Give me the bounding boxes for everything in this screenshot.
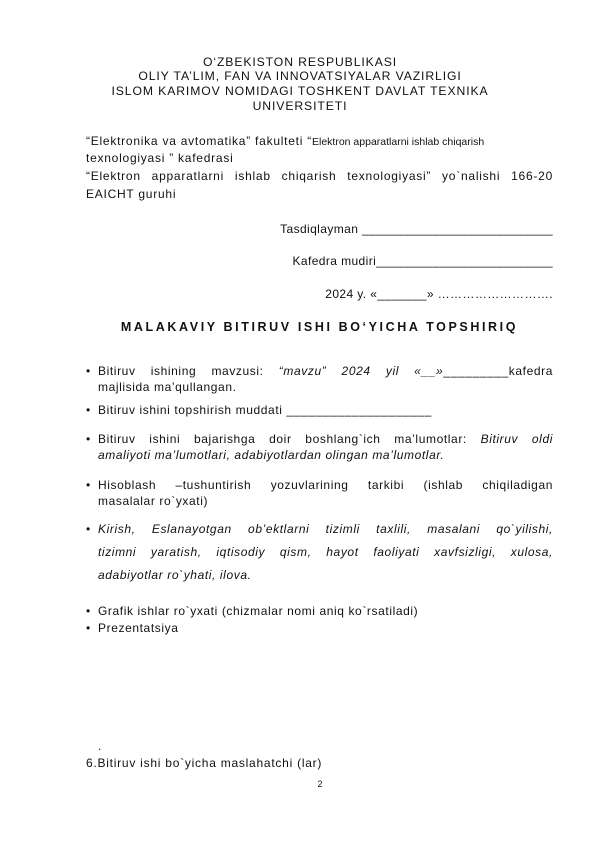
- header-line-3: ISLOM KARIMOV NOMIDAGI TOSHKENT DAVLAT TEXNIKA: [111, 84, 489, 98]
- bullet-2: •: [86, 403, 91, 417]
- head-of-department-signature: Kafedra mudiri_________________________: [292, 254, 553, 268]
- initial-data-label: Bitiruv ishini bajarishga doir boshlang`ich ma’lumotlar:: [98, 432, 481, 446]
- topic-line: [98, 364, 553, 378]
- group-line: EAICHT guruhi: [86, 187, 177, 201]
- section-6-heading: 6.Bitiruv ishi bo`yicha maslahatchi (lar): [86, 756, 323, 770]
- faculty-line: [86, 134, 484, 149]
- bullet-3: •: [86, 432, 91, 446]
- initial-data-value-cont: amaliyoti ma’lumotlari, adabiyotlardan olingan ma’lumotlar.: [98, 448, 445, 462]
- bullet-1: •: [86, 364, 91, 378]
- initial-data-line: [98, 432, 553, 446]
- contents-line-3: adabiyotlar ro`yhati, ilova.: [98, 568, 252, 582]
- topic-department: _________kafedra: [443, 364, 553, 378]
- approval-signature: Tasdiqlayman ___________________________: [280, 222, 553, 236]
- deadline-line: Bitiruv ishini topshirish muddati ____________________: [98, 403, 432, 417]
- presentation-line: Prezentatsiya: [98, 621, 179, 635]
- header-line-2: OLIY TA’LIM, FAN VA INNOVATSIYALAR VAZIRLIGI: [138, 69, 462, 83]
- topic-value: “mavzu” 2024 yil «__»: [263, 364, 444, 378]
- topic-approval: majlisida ma’qullangan.: [98, 380, 237, 394]
- contents-line-1: Kirish, Eslanayotgan ob’ektlarni tizimli taxlili, masalani qo`yilishi,: [98, 522, 553, 536]
- bullet-6: •: [86, 604, 91, 618]
- explanatory-note-line-2: masalalar ro`yxati): [98, 494, 209, 508]
- approval-date: 2024 y. «_______» ……………………….: [325, 287, 553, 301]
- graphic-works-line: Grafik ishlar ro`yxati (chizmalar nomi aniq ko`rsatiladi): [98, 604, 419, 618]
- direction-line: “Elektron apparatlarni ishlab chiqarish texnologiyasi” yo`nalishi 166-20: [86, 169, 553, 183]
- bullet-5: •: [86, 522, 91, 536]
- explanatory-note-line: Hisoblash –tushuntirish yozuvlarining tarkibi (ishlab chiqiladigan: [98, 478, 553, 492]
- department-name: Elektron apparatlarni ishlab chiqarish: [312, 136, 485, 148]
- header-line-4: UNIVERSITETI: [252, 99, 348, 113]
- document-title: MALAKAVIY BITIRUV ISHI BO‘YICHA TOPSHIRIQ: [120, 320, 519, 334]
- initial-data-value: Bitiruv oldi: [480, 432, 553, 446]
- stray-dot: .: [98, 739, 102, 753]
- department-line: texnologiyasi ” kafedrasi: [86, 151, 234, 165]
- topic-label: Bitiruv ishining mavzusi:: [98, 364, 264, 378]
- page-number: 2: [317, 779, 323, 789]
- bullet-4: •: [86, 478, 91, 492]
- bullet-7: •: [86, 621, 91, 635]
- header-line-1: O‘ZBEKISTON RESPUBLIKASI: [202, 55, 398, 69]
- faculty-text: “Elektronika va avtomatika” fakulteti “: [86, 134, 312, 148]
- contents-line-2: tizimni yaratish, iqtisodiy qism, hayot faoliyati xavfsizligi, xulosa,: [98, 545, 553, 559]
